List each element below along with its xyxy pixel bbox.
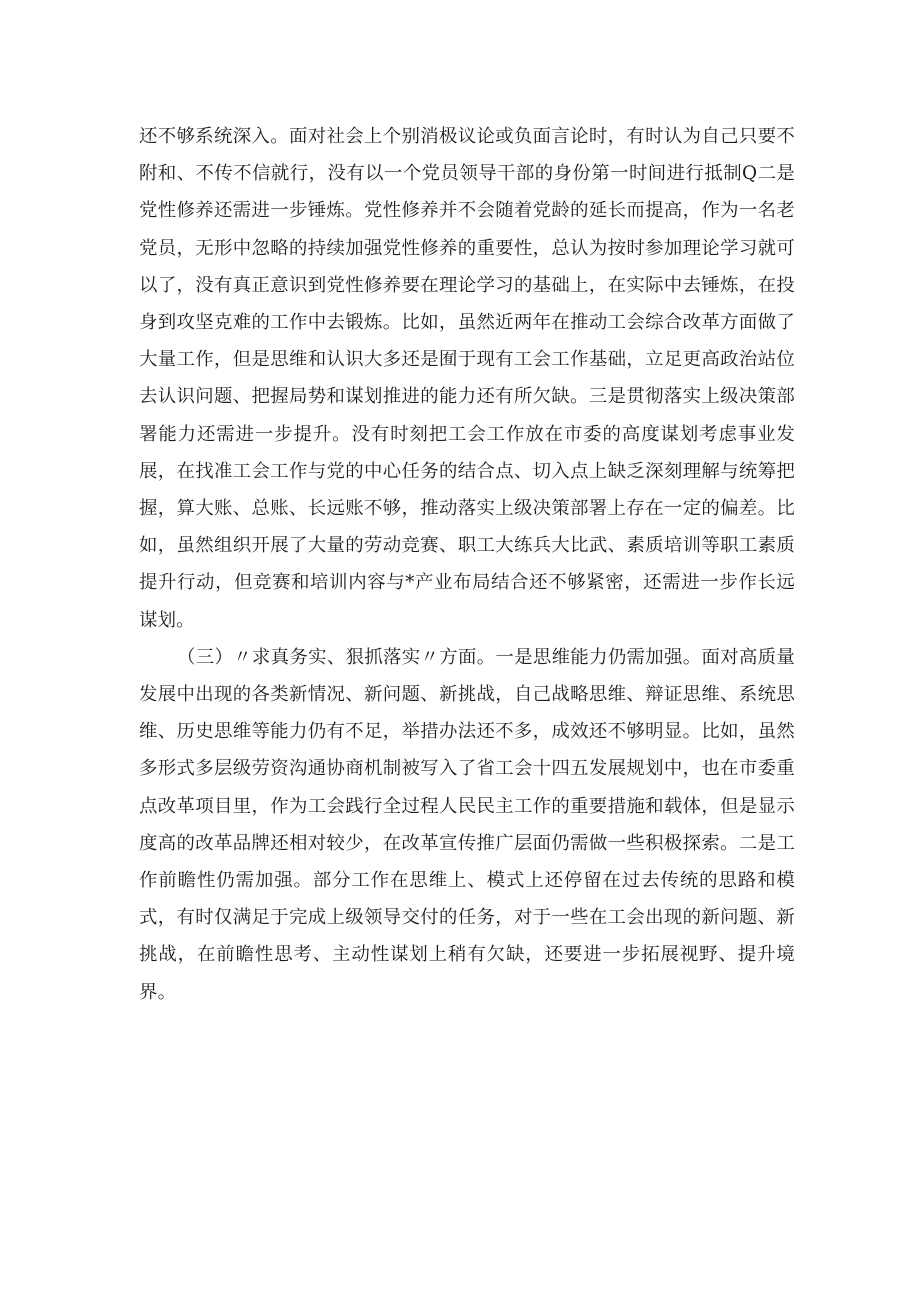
paragraph-continuation: 还不够系统深入。面对社会上个别消极议论或负面言论时，有时认为自己只要不附和、不传不信就行，没有以一个党员领导干部的身份第一时间进行抵制Q二是党性修养还需进一步锤炼。党性修养并不会随着党龄的延长而提高，作为一名老党员，无形中忽略的持续加强党性修养的重要性，总认为按时参加理论学习就可以了，没有真正意识到党性修养要在理论学习的基础上，在实际中去锤炼，在投身到攻坚克难的工作中去锻炼。比如，虽然近两年在推动工会综合改革方面做了大量工作，但是思维和认识大多还是囿于现有工会工作基础，立足更高政治站位去认识问题、把握局势和谋划推进的能力还有所欠缺。三是贯彻落实上级决策部署能力还需进一步提升。没有时刻把工会工作放在市委的高度谋划考虑事业发展，在找准工会工作与党的中心任务的结合点、切入点上缺乏深刻理解与统筹把握，算大账、总账、长远账不够，推动落实上级决策部署上存在一定的偏差。比如，虽然组织开展了大量的劳动竞赛、职工大练兵大比武、素质培训等职工素质提升行动，但竞赛和培训内容与*产业布局结合还不够紧密，还需进一步作长远谋划。 (139, 126, 795, 631)
paragraph-section-three: （三）〃求真务实、狠抓落实〃方面。一是思维能力仍需加强。面对高质量发展中出现的各类新情况、新问题、新挑战，自己战略思维、辩证思维、系统思维、历史思维等能力仍有不足，举措办法还不多，成效还不够明显。比如，虽然多形式多层级劳资沟通协商机制被写入了省工会十四五发展规划中，也在市委重点改革项目里，作为工会践行全过程人民民主工作的重要措施和载体，但是显示度高的改革品牌还相对较少，在改革宣传推广层面仍需做一些积极探索。二是工作前瞻性仍需加强。部分工作在思维上、模式上还停留在过去传统的思路和模式，有时仅满足于完成上级领导交付的任务，对于一些在工会出现的新问题、新挑战，在前瞻性思考、主动性谋划上稍有欠缺，还要进一步拓展视野、提升境界。 (139, 646, 795, 1003)
document-body (139, 118, 795, 1011)
